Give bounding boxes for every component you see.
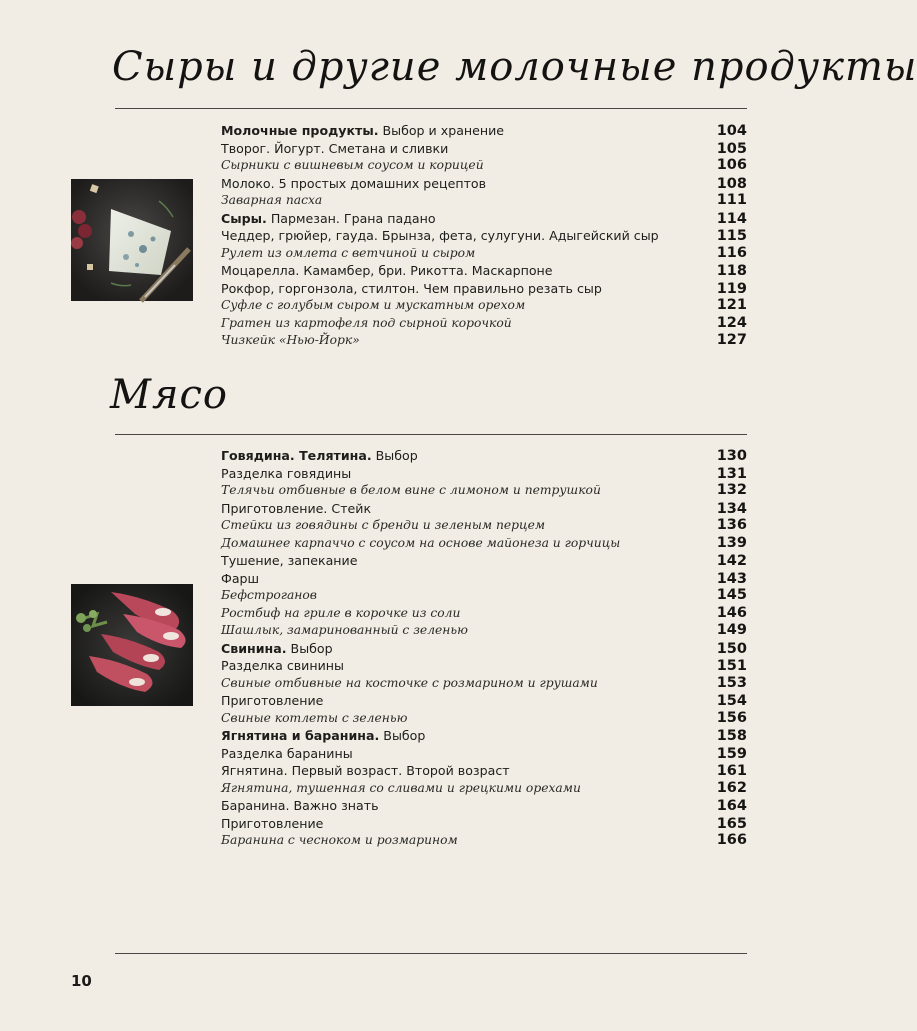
toc-entry <box>221 245 747 263</box>
toc-entry-text: Приготовление <box>221 815 324 831</box>
toc-entry-text: Чеддер, грюйер, гауда. Брынза, фета, сулугуни. Адыгейский сыр <box>221 228 659 243</box>
toc-entry-title <box>221 227 659 245</box>
toc-entry-title <box>221 192 322 210</box>
toc-entry-title <box>221 552 357 570</box>
toc-entry-title <box>221 332 360 350</box>
toc-entry-page: 119 <box>716 280 747 297</box>
toc-entry <box>221 535 747 553</box>
toc-entry-title <box>221 157 484 175</box>
toc-entry-text: Стейки из говядины с бренди и зеленым перцем <box>221 518 546 532</box>
toc-entry-title <box>221 745 353 763</box>
page-number: 10 <box>71 972 92 990</box>
toc-entry <box>221 122 747 140</box>
toc-entry-text: Телячьи отбивные в белом вине с лимоном и петрушкой <box>221 483 601 497</box>
toc-entry <box>221 570 747 588</box>
toc-entry-title <box>221 832 458 850</box>
toc-entry-page: 142 <box>716 553 747 569</box>
toc-entry-title <box>221 587 317 605</box>
toc-entry <box>221 797 747 815</box>
toc-entry-text: Приготовление. Стейк <box>221 500 372 516</box>
toc-entry-title <box>221 122 504 140</box>
toc-entry-text: Ягнятина. Первый возраст. Второй возраст <box>221 763 510 778</box>
toc-entry-text: Разделка говядины <box>221 465 352 481</box>
toc-entry-text: Баранина с чесноком и розмарином <box>221 833 458 847</box>
toc-entry <box>221 175 747 193</box>
toc-entry-text: Сырники с вишневым соусом и корицей <box>221 158 484 172</box>
toc-entry-title <box>221 710 407 728</box>
toc-entry-page: 166 <box>716 832 747 848</box>
toc-entry-page: 111 <box>716 192 747 208</box>
toc-entry-text: Ростбиф на гриле в корочке из соли <box>221 605 461 620</box>
toc-entry-text: Чизкейк «Нью-Йорк» <box>221 333 360 347</box>
toc-entry-title <box>221 465 351 483</box>
toc-entry-title <box>221 175 486 193</box>
toc-entry-title <box>221 815 323 833</box>
toc-entry <box>221 500 747 518</box>
toc-entry <box>221 675 747 693</box>
toc-entry <box>221 710 747 728</box>
toc-entry-heading: Ягнятина и баранина. <box>221 728 380 743</box>
toc-entry-heading: Свинина. <box>221 640 287 656</box>
toc-entry-page: 124 <box>716 314 747 331</box>
toc-entry-text: Разделка баранины <box>221 745 353 761</box>
toc-entry <box>221 157 747 175</box>
toc-entry <box>221 640 747 658</box>
toc-entry <box>221 605 747 623</box>
toc-entry-text: Пармезан. Грана падано <box>266 210 436 226</box>
toc-entry-text: Суфле с голубым сыром и мускатным орехом <box>221 298 526 312</box>
toc-entry-text: Рокфор, горгонзола, стилтон. Чем правильно резать сыр <box>221 280 602 296</box>
toc-entry-title <box>221 535 620 553</box>
toc-entry-text: Фарш <box>221 570 260 586</box>
toc-entry <box>221 447 747 465</box>
toc-entry <box>221 517 747 535</box>
toc-entry-title <box>221 447 418 465</box>
toc-entry-heading: Говядина. Телятина. <box>221 448 372 463</box>
toc-entry-page: 139 <box>716 534 747 551</box>
toc-entry <box>221 192 747 210</box>
toc-entry-page: 161 <box>716 763 747 779</box>
cheese-photo <box>71 179 193 301</box>
toc-entry <box>221 140 747 158</box>
toc-entry-title <box>221 622 468 640</box>
toc-entry-text: Шашлык, замаринованный с зеленью <box>221 623 468 637</box>
toc-entry-title <box>221 640 333 658</box>
toc-entry <box>221 762 747 780</box>
toc-entry-page: 146 <box>716 604 747 621</box>
toc-entry-text: Выбор <box>379 728 426 743</box>
meat-photo <box>71 584 193 706</box>
toc-entry <box>221 657 747 675</box>
toc-entry <box>221 587 747 605</box>
toc-entry-page: 158 <box>716 728 747 744</box>
toc-entry-page: 118 <box>716 263 747 279</box>
toc-entry-title <box>221 675 598 693</box>
toc-entry-page: 154 <box>716 693 747 709</box>
toc-entry <box>221 552 747 570</box>
toc-entry-title <box>221 762 510 780</box>
toc-entry-text: Свиные котлеты с зеленью <box>221 710 408 725</box>
toc-entry-title <box>221 780 581 798</box>
toc-dairy <box>221 122 747 350</box>
toc-entry-title <box>221 297 525 315</box>
toc-entry-text: Приготовление <box>221 693 324 708</box>
footer-divider <box>115 953 747 954</box>
section-divider <box>115 434 747 435</box>
toc-entry <box>221 692 747 710</box>
toc-entry-page: 150 <box>716 640 747 657</box>
toc-entry-page: 149 <box>716 622 747 638</box>
toc-entry <box>221 227 747 245</box>
toc-entry-title <box>221 262 553 280</box>
toc-entry-title <box>221 245 475 263</box>
toc-entry-text: Свиные отбивные на косточке с розмарином и грушами <box>221 675 598 690</box>
toc-entry-title <box>221 315 512 333</box>
toc-entry-title <box>221 280 602 298</box>
toc-entry-title <box>221 797 379 815</box>
toc-entry-text: Моцарелла. Камамбер, бри. Рикотта. Маскарпоне <box>221 263 553 278</box>
toc-entry-page: 127 <box>716 332 747 348</box>
toc-entry-page: 131 <box>716 465 747 482</box>
toc-entry-title <box>221 482 601 500</box>
toc-entry <box>221 832 747 850</box>
toc-entry-title <box>221 570 259 588</box>
toc-entry-page: 143 <box>716 570 747 587</box>
toc-entry-title <box>221 500 371 518</box>
section-divider <box>115 108 747 109</box>
toc-entry-page: 156 <box>716 709 747 726</box>
toc-entry-text: Рулет из омлета с ветчиной и сыром <box>221 245 476 260</box>
toc-entry-text: Домашнее карпаччо с соусом на основе майонеза и горчицы <box>221 535 621 550</box>
toc-entry-text: Молоко. 5 простых домашних рецептов <box>221 175 487 191</box>
toc-entry <box>221 280 747 298</box>
toc-entry <box>221 297 747 315</box>
toc-entry-heading: Сыры. <box>221 210 267 226</box>
toc-entry-page: 159 <box>716 745 747 762</box>
toc-entry-text: Бефстроганов <box>221 588 317 602</box>
toc-entry-text: Выбор и хранение <box>378 123 505 138</box>
toc-entry-heading: Молочные продукты. <box>221 123 379 138</box>
toc-entry <box>221 745 747 763</box>
toc-entry-text: Разделка свинины <box>221 658 344 673</box>
toc-entry <box>221 727 747 745</box>
toc-meat <box>221 447 747 850</box>
section-title-meat: Мясо <box>110 372 228 418</box>
toc-entry <box>221 315 747 333</box>
toc-entry <box>221 262 747 280</box>
toc-entry-text: Баранина. Важно знать <box>221 798 379 813</box>
toc-entry-page: 108 <box>716 175 747 192</box>
toc-entry-text: Выбор <box>371 448 418 463</box>
toc-entry-title <box>221 140 448 158</box>
toc-entry-title <box>221 657 344 675</box>
toc-entry-title <box>221 605 460 623</box>
toc-entry-page: 104 <box>716 123 747 139</box>
toc-entry-page: 114 <box>716 210 747 227</box>
toc-entry-page: 134 <box>716 500 747 517</box>
toc-entry-text: Творог. Йогурт. Сметана и сливки <box>221 140 449 156</box>
toc-entry-text: Тушение, запекание <box>221 553 358 568</box>
toc-entry-page: 164 <box>716 798 747 814</box>
toc-entry-page: 151 <box>716 658 747 674</box>
toc-entry <box>221 210 747 228</box>
toc-entry-title <box>221 210 436 228</box>
toc-entry-text: Гратен из картофеля под сырной корочкой <box>221 315 512 330</box>
toc-entry-page: 121 <box>716 297 747 313</box>
toc-entry-page: 162 <box>716 779 747 796</box>
toc-entry <box>221 622 747 640</box>
toc-entry-page: 145 <box>716 587 747 603</box>
toc-entry-page: 116 <box>716 244 747 261</box>
toc-entry <box>221 332 747 350</box>
toc-entry-page: 132 <box>716 482 747 498</box>
toc-entry <box>221 482 747 500</box>
toc-entry-page: 136 <box>716 517 747 533</box>
toc-entry-text: Ягнятина, тушенная со сливами и грецкими орехами <box>221 780 581 795</box>
toc-entry-text: Выбор <box>286 640 333 656</box>
toc-entry-page: 105 <box>716 140 747 157</box>
toc-entry-title <box>221 517 545 535</box>
toc-entry-page: 115 <box>716 228 747 244</box>
toc-entry-page: 165 <box>716 815 747 832</box>
toc-entry <box>221 465 747 483</box>
toc-entry-text: Заварная пасха <box>221 193 323 207</box>
toc-entry-title <box>221 692 323 710</box>
toc-entry <box>221 780 747 798</box>
toc-entry <box>221 815 747 833</box>
toc-entry-page: 106 <box>716 157 747 173</box>
toc-entry-page: 153 <box>716 674 747 691</box>
section-title-dairy: Сыры и другие молочные продукты <box>112 44 917 90</box>
toc-entry-page: 130 <box>716 448 747 464</box>
toc-entry-title <box>221 727 425 745</box>
